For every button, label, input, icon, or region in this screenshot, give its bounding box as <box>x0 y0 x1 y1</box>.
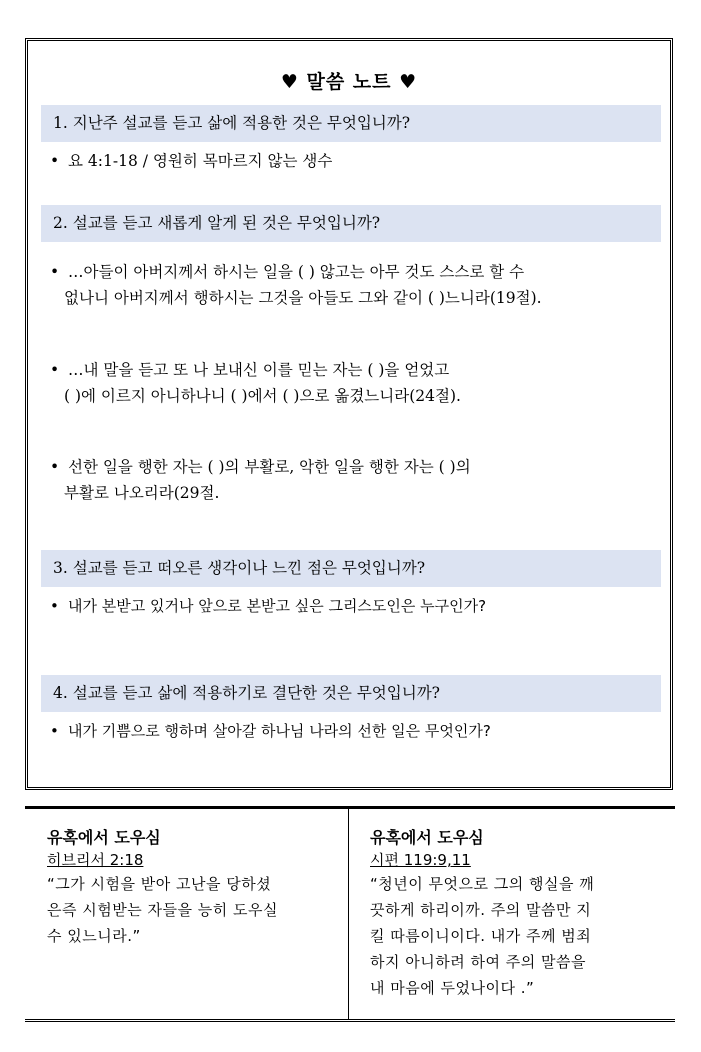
verse-right <box>370 827 665 1001</box>
verse-section <box>25 806 675 1022</box>
bullet: • <box>50 152 60 170</box>
answer-2-item-1-line-2: 없나니 아버지께서 행하시는 그것을 아들도 그와 같이 ( )느니라(19절). <box>64 289 542 307</box>
question-1: 1. 지난주 설교를 듣고 삶에 적용한 것은 무엇입니까? <box>41 105 661 142</box>
bullet: • <box>50 722 59 740</box>
answer-2-item-2-line-1: …내 말을 듣고 또 나 보내신 이를 믿는 자는 ( )을 얻었고 <box>68 361 450 379</box>
verse-left-line: 수 있느니라.” <box>47 927 141 945</box>
verse-left-text <box>47 871 337 949</box>
answer-2-item-3-line-2: 부활로 나오리라(29절. <box>64 484 220 502</box>
answer-1-text: 요 4:1-18 / 영원히 목마르지 않는 생수 <box>68 152 333 170</box>
answer-3-text: 내가 본받고 있거나 앞으로 본받고 싶은 그리스도인은 누구인가? <box>68 597 487 615</box>
column-divider <box>348 809 349 1019</box>
answer-2-item-2-line-2: ( )에 이르지 아니하나니 ( )에서 ( )으로 옮겼느니라(24절). <box>64 387 461 405</box>
answer-1 <box>50 148 332 174</box>
verse-right-line: 하지 아니하려 하여 주의 말씀을 <box>370 953 586 971</box>
verse-right-heading: 유혹에서 도우심 <box>370 828 484 847</box>
bullet: • <box>50 458 60 476</box>
verse-left-line: “그가 시험을 받아 고난을 당하셨 <box>47 875 272 893</box>
verse-right-line: “청년이 무엇으로 그의 행실을 깨 <box>370 875 595 893</box>
verse-left <box>47 827 337 949</box>
answer-2-item-2 <box>50 357 461 409</box>
verse-right-line: 내 마음에 두었나이다 .” <box>370 979 535 997</box>
answer-2-item-3 <box>50 454 471 506</box>
answer-4 <box>50 718 491 744</box>
bullet: • <box>50 361 60 379</box>
verse-left-reference: 히브리서 2:18 <box>47 851 144 869</box>
bullet: • <box>50 597 59 615</box>
verse-left-line: 은즉 시험받는 자들을 능히 도우실 <box>47 901 278 919</box>
note-title: ♥ 말씀 노트 ♥ <box>280 71 418 93</box>
sermon-note-box <box>25 38 673 790</box>
verse-left-heading: 유혹에서 도우심 <box>47 828 161 847</box>
verse-right-reference: 시편 119:9,11 <box>370 851 471 869</box>
answer-2-item-1 <box>50 259 542 311</box>
verse-right-text <box>370 871 665 1001</box>
question-4: 4. 설교를 듣고 삶에 적용하기로 결단한 것은 무엇입니까? <box>41 675 661 712</box>
answer-2-item-3-line-1: 선한 일을 행한 자는 ( )의 부활로, 악한 일을 행한 자는 ( )의 <box>68 458 471 476</box>
bullet: • <box>50 263 60 281</box>
verse-right-line: 끗하게 하리이까. 주의 말씀만 지 <box>370 901 592 919</box>
answer-4-text: 내가 기쁨으로 행하며 살아갈 하나님 나라의 선한 일은 무엇인가? <box>68 722 491 740</box>
question-3: 3. 설교를 듣고 떠오른 생각이나 느낀 점은 무엇입니까? <box>41 550 661 587</box>
verse-right-line: 킬 따름이니이다. 내가 주께 범죄 <box>370 927 592 945</box>
answer-3 <box>50 593 486 619</box>
question-2: 2. 설교를 듣고 새롭게 알게 된 것은 무엇입니까? <box>41 205 661 242</box>
answer-2-item-1-line-1: …아들이 아버지께서 하시는 일을 ( ) 않고는 아무 것도 스스로 할 수 <box>68 263 525 281</box>
